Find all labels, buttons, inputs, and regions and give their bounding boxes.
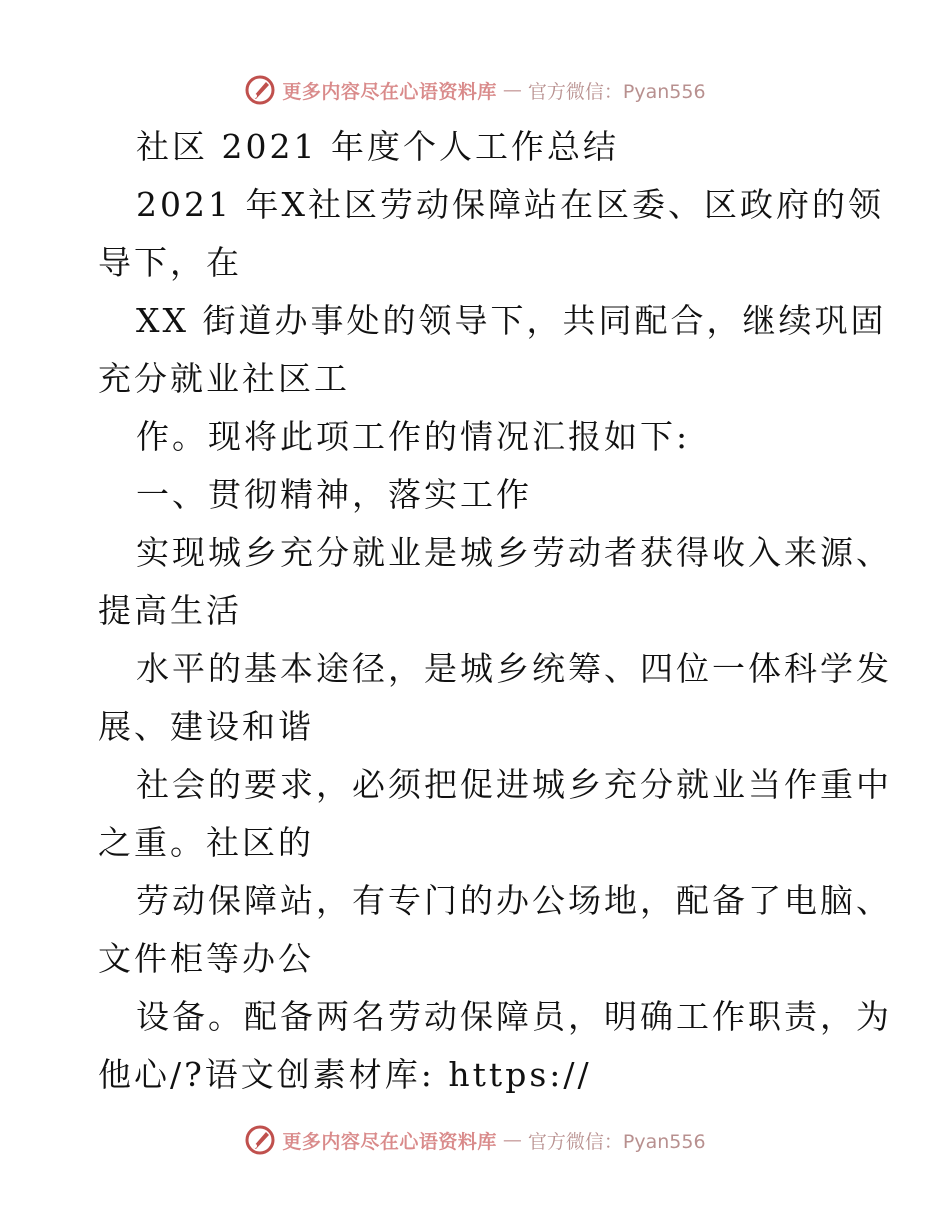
doc-line: 社会的要求，必须把促进城乡充分就业当作重中 <box>136 765 892 804</box>
doc-line: 充分就业社区工 <box>98 359 350 398</box>
watermark-wechat-text: 官方微信：Pyan556 <box>527 1130 706 1153</box>
doc-line: XX 街道办事处的领导下，共同配合，继续巩固 <box>136 301 887 340</box>
watermark-site-text: 更多内容尽在心语资料库 <box>282 80 497 103</box>
doc-line: 他心/?语文创素材库: https:// <box>98 1055 592 1094</box>
quill-seal-icon <box>244 1124 276 1156</box>
doc-line: 水平的基本途径，是城乡统筹、四位一体科学发 <box>136 649 892 688</box>
doc-line: 作。现将此项工作的情况汇报如下: <box>136 417 691 456</box>
doc-line: 一、贯彻精神，落实工作 <box>136 475 532 514</box>
quill-seal-icon <box>244 74 276 106</box>
doc-line: 展、建设和谐 <box>98 707 314 746</box>
watermark-dash: — <box>502 79 522 101</box>
doc-line: 文件柜等办公 <box>98 939 314 978</box>
doc-line: 设备。配备两名劳动保障员，明确工作职责，为 <box>136 997 892 1036</box>
watermark-wechat-text: 官方微信：Pyan556 <box>527 80 706 103</box>
doc-line: 社区 2021 年度个人工作总结 <box>136 127 619 166</box>
watermark-dash: — <box>502 1129 522 1151</box>
document-body <box>98 118 892 1104</box>
doc-line: 2021 年X社区劳动保障站在区委、区政府的领 <box>136 185 884 224</box>
header-watermark <box>0 70 950 110</box>
footer-watermark <box>0 1120 950 1160</box>
doc-line: 之重。社区的 <box>98 823 314 862</box>
doc-line: 劳动保障站，有专门的办公场地，配备了电脑、 <box>136 881 892 920</box>
doc-line: 提高生活 <box>98 591 242 630</box>
doc-line: 导下，在 <box>98 243 242 282</box>
watermark-site-text: 更多内容尽在心语资料库 <box>282 1130 497 1153</box>
doc-line: 实现城乡充分就业是城乡劳动者获得收入来源、 <box>136 533 892 572</box>
